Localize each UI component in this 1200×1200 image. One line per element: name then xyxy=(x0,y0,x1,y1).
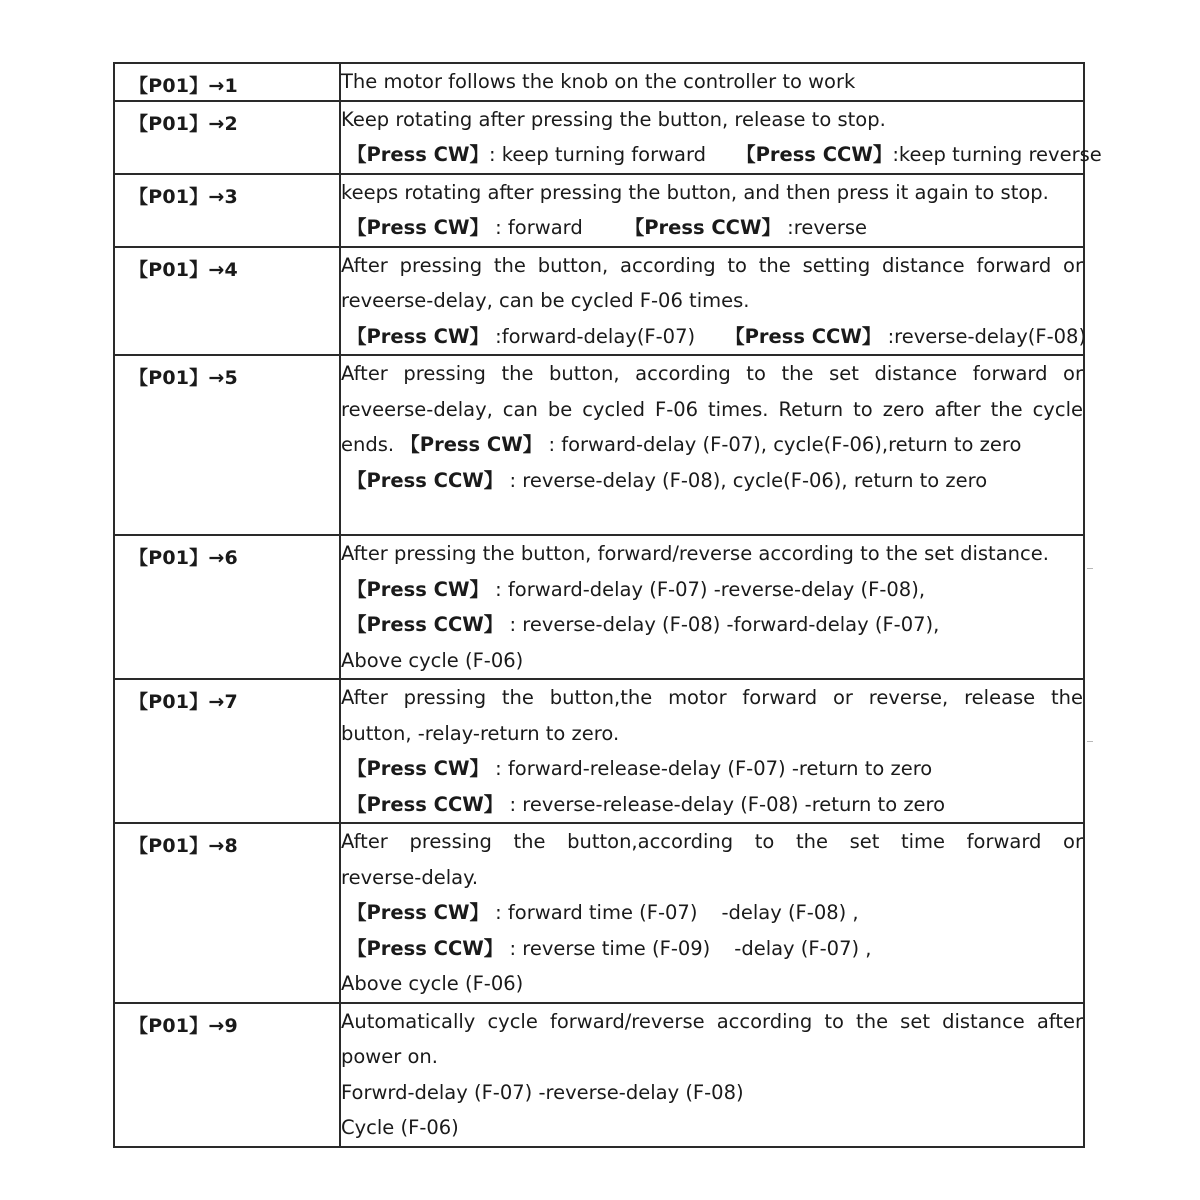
mode-code: 【P01】→1 xyxy=(129,75,238,97)
button-reference: 【Press CW】 xyxy=(347,901,489,924)
description-line xyxy=(341,463,1083,499)
mode-code-cell xyxy=(114,355,340,535)
mode-table xyxy=(113,62,1102,1148)
mode-code-cell xyxy=(114,174,340,247)
description-text: :reverse xyxy=(780,216,868,239)
description-line xyxy=(341,966,1083,1002)
description-line xyxy=(341,860,1083,896)
description-text: Keep rotating after pressing the button, release to stop. xyxy=(341,107,886,131)
mode-description-cell xyxy=(340,247,1087,356)
description-line xyxy=(341,824,1083,860)
mode-row xyxy=(114,174,1084,247)
mode-code-cell xyxy=(114,101,340,174)
description-text: Above cycle (F-06) xyxy=(341,648,524,672)
mode-code: 【P01】→6 xyxy=(129,547,238,569)
description-line xyxy=(341,210,1083,246)
description-line xyxy=(341,716,1083,752)
description-text: After pressing the button, according to the setting distance forward or xyxy=(341,253,1083,277)
mode-description-cell xyxy=(340,679,1084,823)
button-reference: 【Press CW】 xyxy=(347,757,489,780)
description-line xyxy=(341,102,1083,138)
mode-description-cell xyxy=(340,174,1084,247)
mode-description-cell xyxy=(340,535,1084,679)
mode-code: 【P01】→9 xyxy=(129,1014,238,1037)
mode-code: 【P01】→5 xyxy=(129,367,238,389)
description-line xyxy=(341,751,1083,787)
description-text: :forward-delay(F-07) xyxy=(488,324,696,348)
mode-description-cell xyxy=(340,1003,1084,1147)
mode-code-cell xyxy=(114,247,340,356)
button-reference: 【Press CW】 xyxy=(347,324,489,348)
description-text: -delay (F-07) , xyxy=(734,936,872,960)
description-text: Automatically cycle forward/reverse according to the set distance after xyxy=(341,1009,1083,1033)
description-text: The motor follows the knob on the controller to work xyxy=(341,70,856,93)
button-reference: 【Press CCW】 xyxy=(347,613,504,636)
mode-code: 【P01】→8 xyxy=(129,835,238,857)
description-text: : reverse time (F-09) xyxy=(503,936,711,960)
description-text: : forward-delay (F-07) -reverse-delay (F-08), xyxy=(488,577,926,601)
description-line xyxy=(341,680,1083,716)
button-reference: 【Press CCW】 xyxy=(347,936,504,960)
button-reference: 【Press CCW】 xyxy=(736,143,893,166)
mode-code-cell xyxy=(114,679,340,823)
description-line xyxy=(341,1075,1083,1111)
description-line xyxy=(341,319,1087,355)
mode-row xyxy=(114,1003,1084,1147)
description-line xyxy=(341,895,1083,931)
mode-description-cell xyxy=(340,355,1084,535)
mode-row xyxy=(114,247,1084,356)
description-text: button, -relay-return to zero. xyxy=(341,721,620,745)
description-line xyxy=(341,1039,1083,1075)
mode-description-cell xyxy=(340,63,1084,101)
description-line xyxy=(341,137,1102,173)
button-reference: 【Press CCW】 xyxy=(624,216,781,239)
mode-row xyxy=(114,679,1084,823)
description-text: Cycle (F-06) xyxy=(341,1116,459,1139)
mode-row xyxy=(114,535,1084,679)
mode-code-cell xyxy=(114,823,340,1003)
description-text: reveerse-delay, can be cycled F-06 times. xyxy=(341,289,750,312)
mode-code: 【P01】→2 xyxy=(129,112,238,135)
description-text: keeps rotating after pressing the button, and then press it again to stop. xyxy=(341,180,1049,204)
description-text: : forward-release-delay (F-07) -return to zero xyxy=(488,757,933,780)
button-reference: 【Press CW】 xyxy=(400,433,543,456)
scan-mark xyxy=(1087,741,1093,742)
mode-row xyxy=(114,355,1084,535)
description-text: -delay (F-08) , xyxy=(721,901,859,924)
button-reference: 【Press CCW】 xyxy=(347,468,504,492)
mode-description-cell xyxy=(340,101,1102,174)
mode-code: 【P01】→7 xyxy=(129,691,238,713)
description-text: : forward xyxy=(488,216,583,239)
button-reference: 【Press CW】 xyxy=(347,216,489,239)
description-line xyxy=(341,175,1083,211)
button-reference: 【Press CCW】 xyxy=(725,324,882,348)
description-text: reveerse-delay, can be cycled F-06 times. Return to zero after the cycle xyxy=(341,397,1083,421)
description-line xyxy=(341,1110,1083,1146)
description-line xyxy=(341,427,1083,463)
mode-description-cell xyxy=(340,823,1084,1003)
button-reference: 【Press CCW】 xyxy=(347,792,504,816)
description-text: Forwrd-delay (F-07) -reverse-delay (F-08) xyxy=(341,1080,744,1104)
description-text: reverse-delay. xyxy=(341,865,479,889)
mode-code-cell xyxy=(114,535,340,679)
description-line xyxy=(341,248,1083,284)
mode-row xyxy=(114,101,1084,174)
mode-table-body xyxy=(114,63,1102,1147)
description-line xyxy=(341,356,1083,392)
description-text: : forward-delay (F-07), cycle(F-06),return to zero xyxy=(542,433,1022,456)
description-line xyxy=(341,64,1083,100)
description-line xyxy=(341,536,1083,572)
description-text: power on. xyxy=(341,1045,438,1068)
mode-row xyxy=(114,823,1084,1003)
description-text: Above cycle (F-06) xyxy=(341,972,524,995)
description-text: After pressing the button, according to the set distance forward or xyxy=(341,362,1083,385)
description-line xyxy=(341,392,1083,428)
description-text: ends. xyxy=(341,433,401,456)
description-text: : reverse-delay (F-08) -forward-delay (F-07), xyxy=(503,613,940,636)
description-text: : reverse-release-delay (F-08) -return to zero xyxy=(503,792,946,816)
mode-code-cell xyxy=(114,1003,340,1147)
description-line xyxy=(341,931,1083,967)
description-line xyxy=(341,1004,1083,1040)
description-text: After pressing the button, forward/reverse according to the set distance. xyxy=(341,542,1049,565)
button-reference: 【Press CW】 xyxy=(347,577,489,601)
mode-code: 【P01】→4 xyxy=(129,258,238,281)
description-text: After pressing the button,the motor forward or reverse, release the xyxy=(341,686,1083,709)
description-text: : keep turning forward xyxy=(488,143,707,166)
description-text: :reverse-delay(F-08) xyxy=(881,324,1087,348)
description-text: :keep turning reverse xyxy=(892,143,1102,166)
description-line xyxy=(341,643,1083,679)
description-line xyxy=(341,283,1083,319)
description-line xyxy=(341,607,1083,643)
description-text: After pressing the button,according to the set time forward or xyxy=(341,830,1083,853)
description-line xyxy=(341,787,1083,823)
description-text: : forward time (F-07) xyxy=(488,901,698,924)
mode-code-cell xyxy=(114,63,340,101)
button-reference: 【Press CW】 xyxy=(347,143,489,166)
description-text: : reverse-delay (F-08), cycle(F-06), return to zero xyxy=(503,468,988,492)
mode-code: 【P01】→3 xyxy=(129,185,238,208)
mode-row xyxy=(114,63,1084,101)
description-line xyxy=(341,572,1083,608)
scan-mark xyxy=(1087,568,1093,569)
